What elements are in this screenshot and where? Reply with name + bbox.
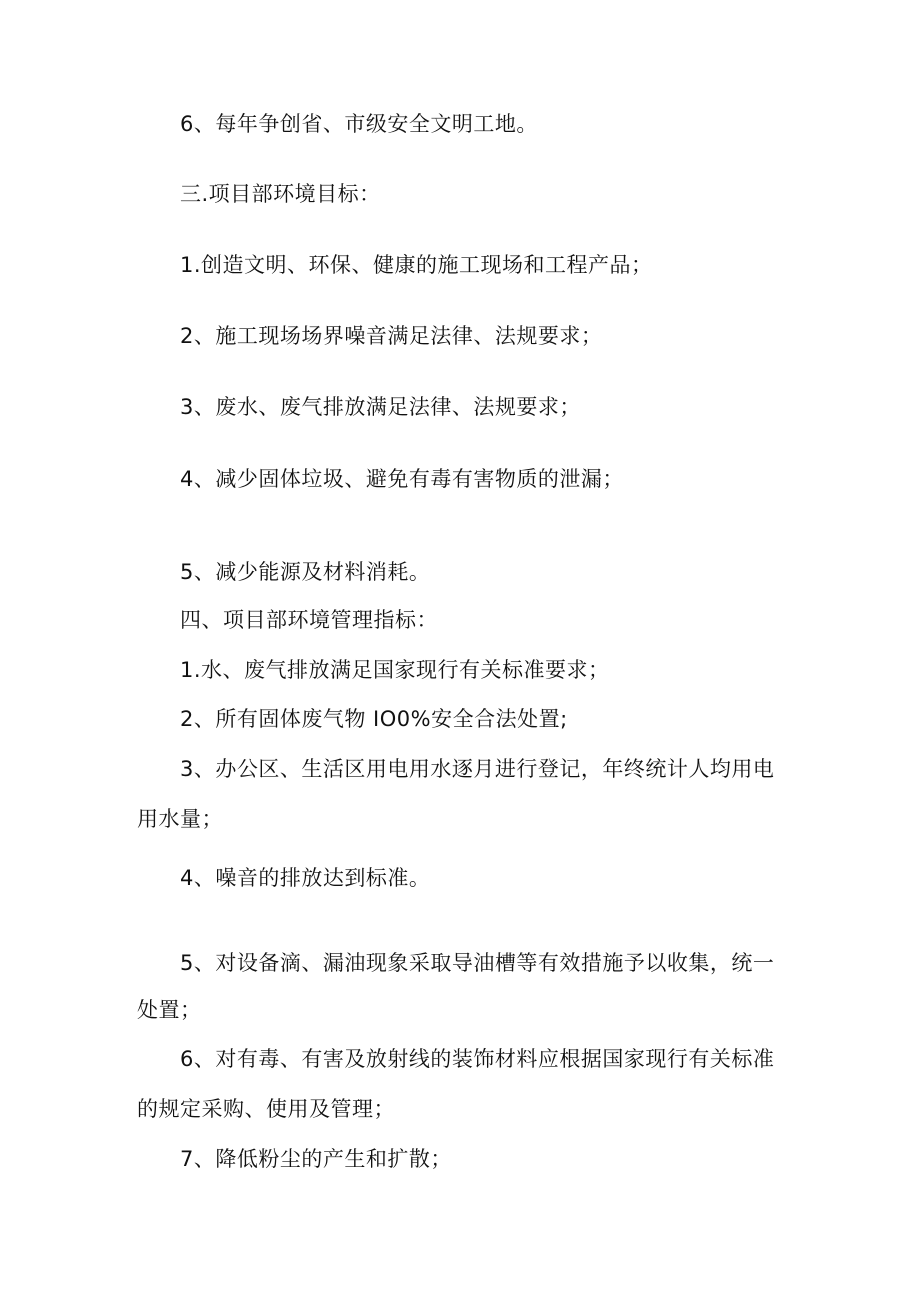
paragraph-line-continuation: 用水量； <box>137 807 223 831</box>
paragraph-line: 4、减少固体垃圾、避免有毒有害物质的泄漏； <box>180 467 624 491</box>
paragraph-line: 4、噪音的排放达到标准。 <box>180 866 431 890</box>
paragraph-line: 1.水、废气排放满足国家现行有关标准要求； <box>180 658 610 682</box>
section-heading: 四、项目部环境管理指标： <box>180 608 438 632</box>
section-heading: 三.项目部环境目标： <box>180 182 381 206</box>
paragraph-line: 3、废水、废气排放满足法律、法规要求； <box>180 395 581 419</box>
paragraph-line: 6、每年争创省、市级安全文明工地。 <box>180 112 538 136</box>
paragraph-line: 5、对设备滴、漏油现象采取导油槽等有效措施予以收集，统一 <box>180 951 775 975</box>
paragraph-line-continuation: 处置； <box>137 998 202 1022</box>
paragraph-line: 2、施工现场场界噪音满足法律、法规要求； <box>180 324 603 348</box>
paragraph-line: 1.创造文明、环保、健康的施工现场和工程产品； <box>180 253 653 277</box>
paragraph-line: 5、减少能源及材料消耗。 <box>180 560 431 584</box>
paragraph-line-continuation: 的规定采购、使用及管理； <box>137 1097 395 1121</box>
paragraph-line: 3、办公区、生活区用电用水逐月进行登记，年终统计人均用电 <box>180 757 775 781</box>
paragraph-line: 2、所有固体废气物 IO0%安全合法处置; <box>180 707 568 731</box>
paragraph-line: 6、对有毒、有害及放射线的装饰材料应根据国家现行有关标准 <box>180 1047 775 1071</box>
paragraph-line: 7、降低粉尘的产生和扩散； <box>180 1147 452 1171</box>
